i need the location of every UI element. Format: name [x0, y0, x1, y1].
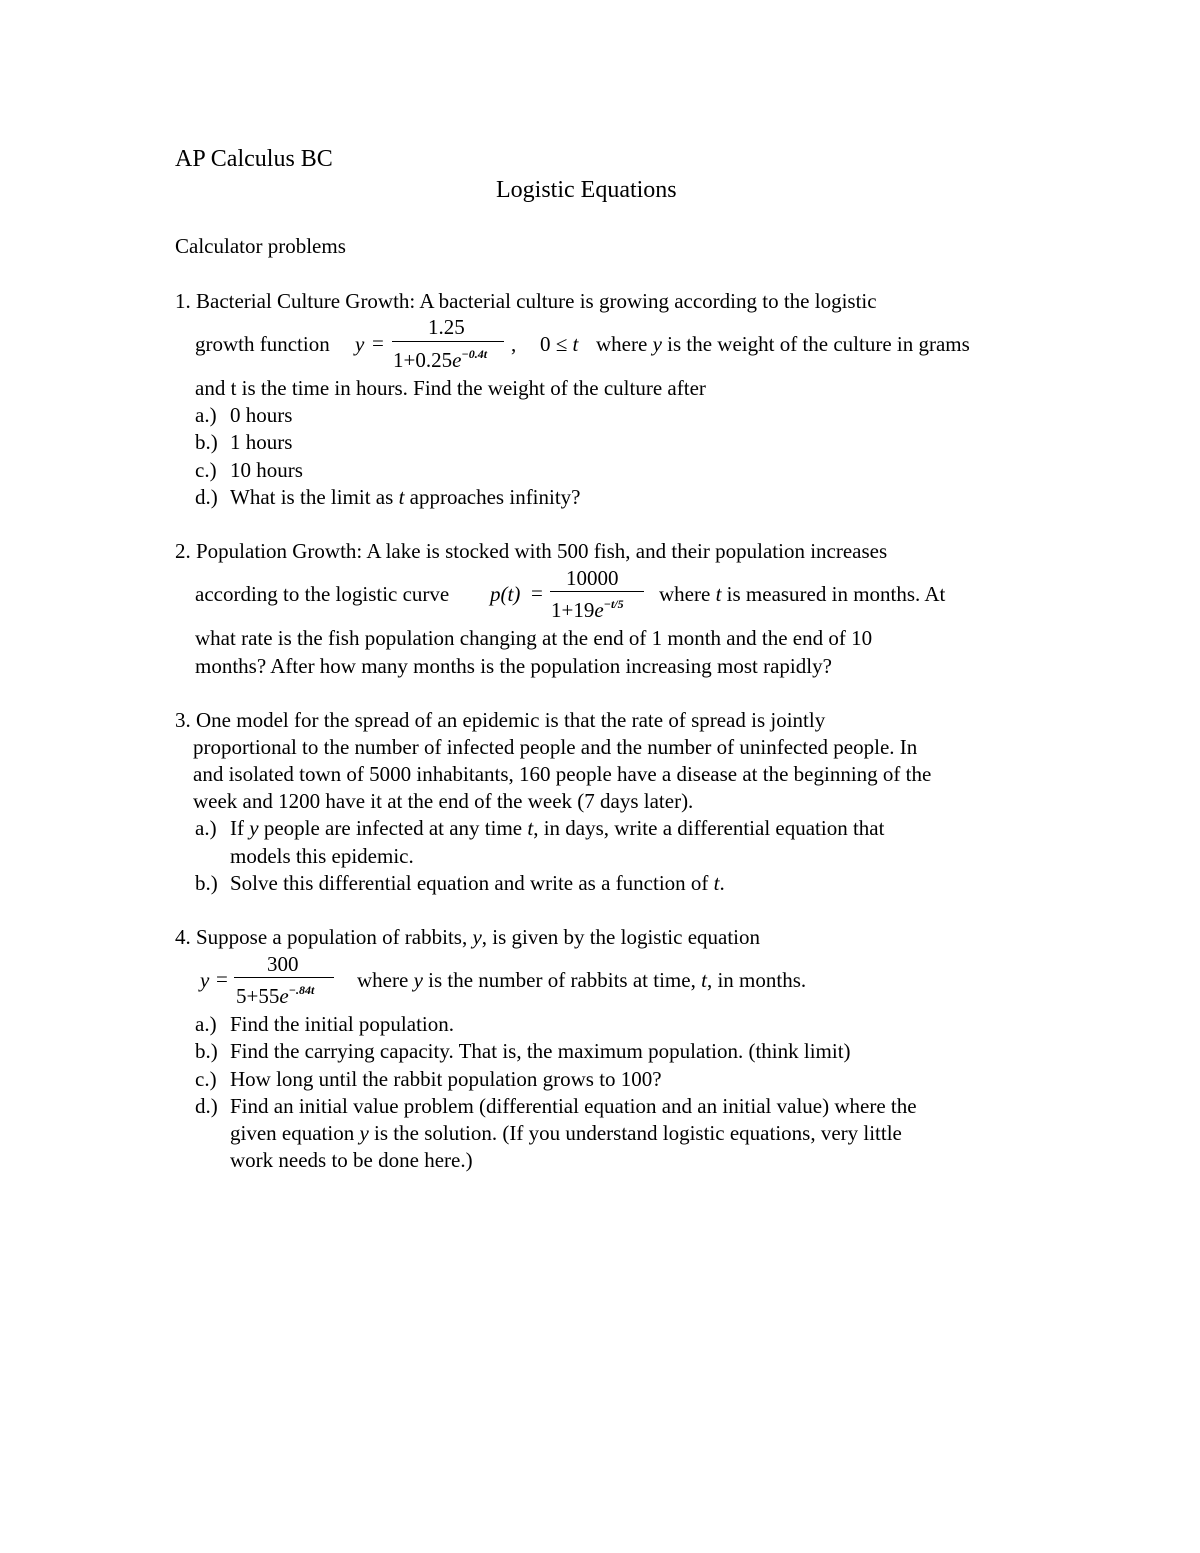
- problem-2-line1: 2. Population Growth: A lake is stocked with 500 fish, and their population increases: [175, 539, 888, 563]
- list-item-text: If y people are infected at any time t, in days, write a differential equation that: [230, 816, 885, 840]
- list-item: c.): [195, 458, 217, 482]
- list-item-text: Find the initial population.: [230, 1012, 454, 1036]
- equals-sign: =: [216, 967, 228, 991]
- list-item-text: What is the limit as t approaches infinity?: [230, 485, 581, 509]
- fraction-numerator: 300: [267, 952, 299, 976]
- problem-1-where: where y is the weight of the culture in grams: [596, 332, 970, 356]
- problem-3-line2: proportional to the number of infected people and the number of uninfected people. In: [193, 735, 918, 759]
- fraction-denominator: $1+19e^{-t/5}$: [551, 597, 624, 622]
- fraction-bar: [392, 341, 504, 342]
- domain-condition: 0 ≤ t: [540, 332, 579, 356]
- list-item-text-cont: work needs to be done here.): [230, 1148, 473, 1172]
- problem-2-line4: months? After how many months is the population increasing most rapidly?: [195, 654, 832, 678]
- list-item-text: Solve this differential equation and write as a function of t.: [230, 871, 725, 895]
- list-item-text: Find the carrying capacity. That is, the maximum population. (think limit): [230, 1039, 851, 1063]
- problem-4-line1: 4. Suppose a population of rabbits, y, is given by the logistic equation: [175, 925, 761, 949]
- fraction-bar: [234, 977, 334, 978]
- list-item: b.): [195, 1039, 218, 1063]
- problem-1-line3: and t is the time in hours. Find the weight of the culture after: [195, 376, 706, 400]
- problem-4-where: where y is the number of rabbits at time, t, in months.: [357, 968, 807, 992]
- list-item: c.): [195, 1067, 217, 1091]
- problem-1-line1: 1. Bacterial Culture Growth: A bacterial culture is growing according to the logistic: [175, 289, 877, 313]
- list-item-text: How long until the rabbit population grows to 100?: [230, 1067, 662, 1091]
- problem-1-growth-label: growth function: [195, 332, 330, 356]
- equation-pt: p(t): [490, 582, 521, 606]
- list-item: a.): [195, 1012, 217, 1036]
- fraction-numerator: 1.25: [428, 315, 465, 339]
- section-label: Calculator problems: [175, 234, 346, 258]
- problem-3-line4: week and 1200 have it at the end of the week (7 days later).: [193, 789, 694, 813]
- list-item: b.): [195, 871, 218, 895]
- equation-y: y: [355, 332, 365, 356]
- list-item: a.): [195, 816, 217, 840]
- list-item: b.): [195, 430, 218, 454]
- problem-2-where: where t is measured in months. At: [659, 582, 946, 606]
- list-item: a.): [195, 403, 217, 427]
- fraction-denominator: $1+0.25e^{-0.4t}$: [393, 347, 488, 372]
- list-item-text: Find an initial value problem (differential equation and an initial value) where the: [230, 1094, 917, 1118]
- course-title: AP Calculus BC: [175, 146, 333, 172]
- problem-3-line3: and isolated town of 5000 inhabitants, 160 people have a disease at the beginning of the: [193, 762, 932, 786]
- fraction-bar: [550, 591, 644, 592]
- fraction-numerator: 10000: [566, 566, 619, 590]
- problem-2-line3: what rate is the fish population changing at the end of 1 month and the end of 10: [195, 626, 873, 650]
- list-item-text: 10 hours: [230, 458, 303, 482]
- problem-3-line1: 3. One model for the spread of an epidemic is that the rate of spread is jointly: [175, 708, 826, 732]
- list-item: d.): [195, 1094, 218, 1118]
- fraction-denominator: $5+55e^{-.84t}$: [236, 983, 315, 1008]
- equation-y: y: [200, 968, 210, 992]
- list-item-text-cont: models this epidemic.: [230, 844, 414, 868]
- problem-2-curve-label: according to the logistic curve: [195, 582, 450, 606]
- list-item-text: 0 hours: [230, 403, 293, 427]
- list-item-text: 1 hours: [230, 430, 293, 454]
- page-title: Logistic Equations: [496, 177, 677, 203]
- equals-sign: =: [372, 331, 384, 355]
- list-item-text-cont: given equation y is the solution. (If you understand logistic equations, very little: [230, 1121, 902, 1145]
- equation-comma: ,: [511, 332, 517, 356]
- equals-sign: =: [531, 581, 543, 605]
- list-item: d.): [195, 485, 218, 509]
